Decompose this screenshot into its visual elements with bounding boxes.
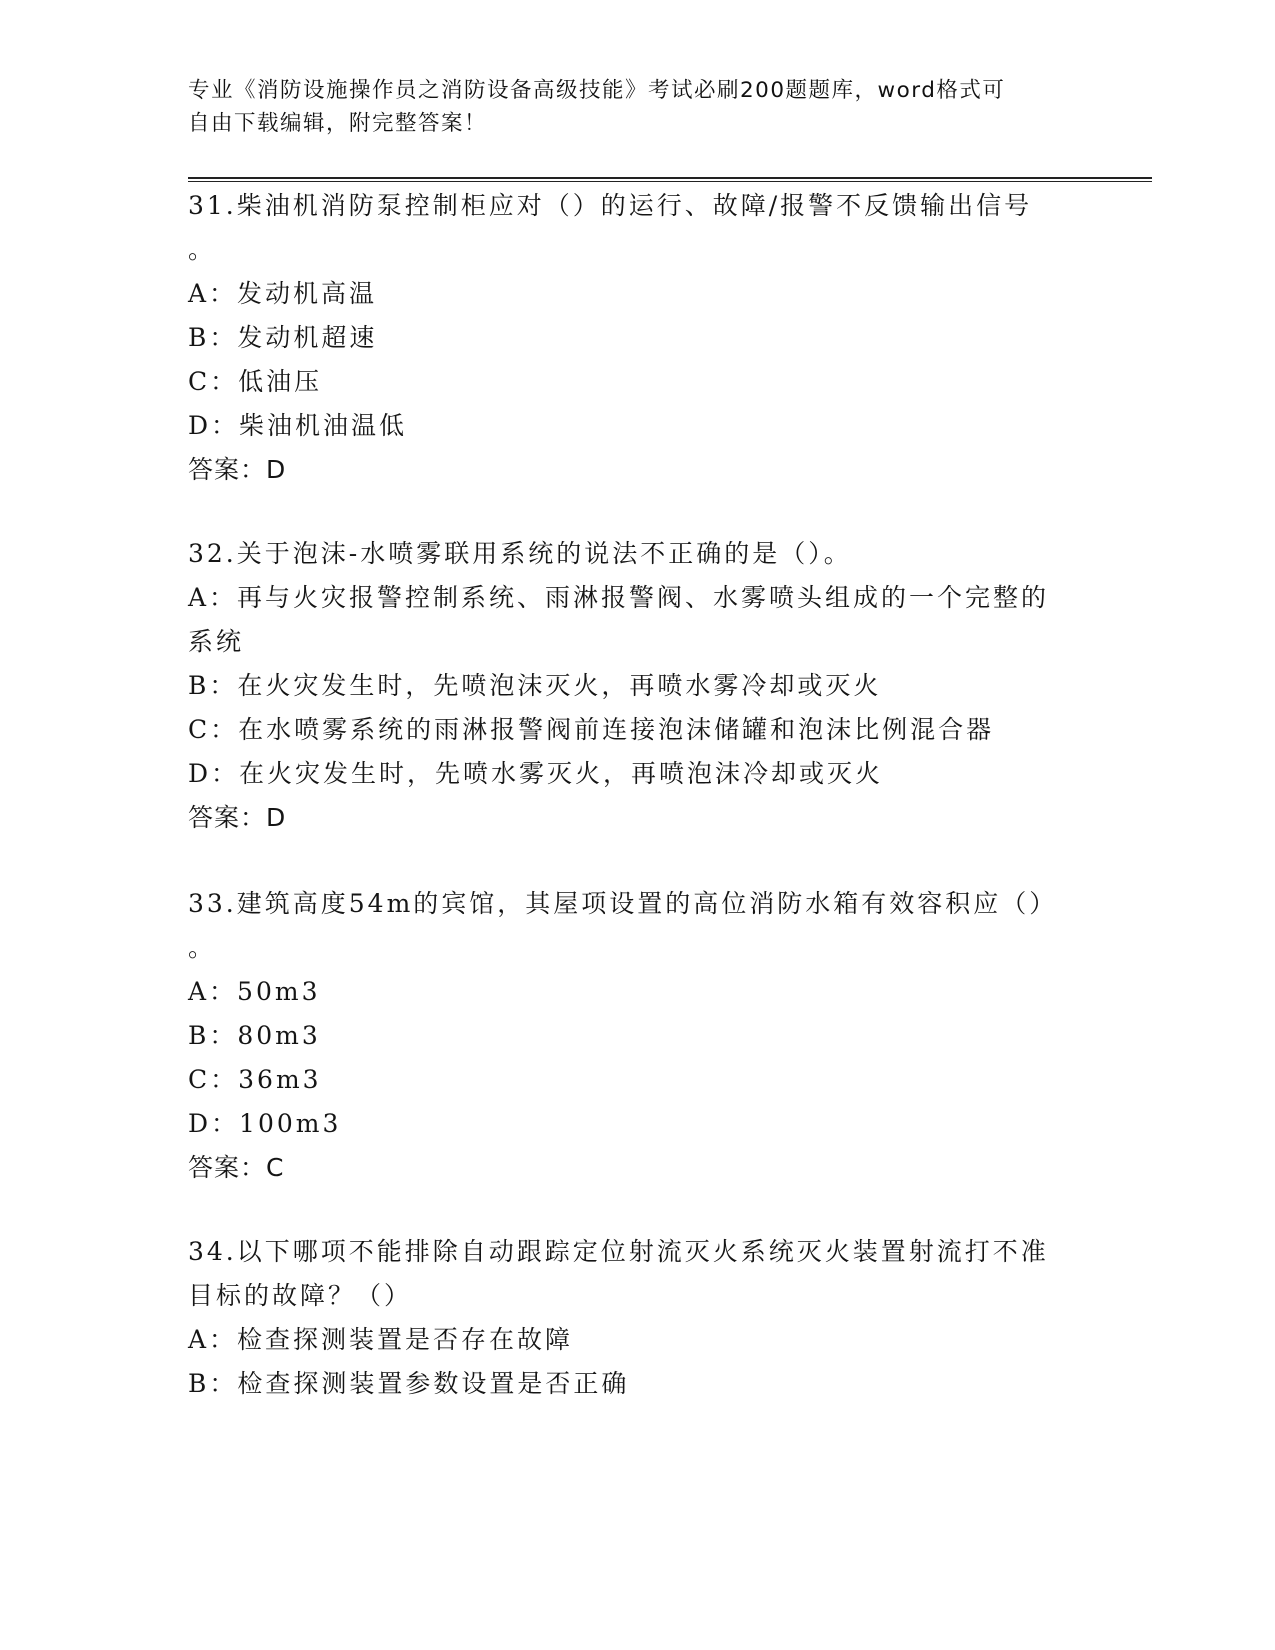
question-stem: 31.柴油机消防泵控制柜应对（）的运行、故障/报警不反馈输出信号 xyxy=(188,191,1033,220)
document-header xyxy=(188,74,1068,140)
answer: 答案：C xyxy=(188,1153,285,1182)
option-a: A：50m3 xyxy=(188,977,321,1006)
question-stem-continued: 。 xyxy=(188,933,217,962)
answer: 答案：D xyxy=(188,455,287,484)
question-stem: 33.建筑高度54m的宾馆，其屋项设置的高位消防水箱有效容积应（） xyxy=(188,889,1058,918)
option-a: A：再与火灾报警控制系统、雨淋报警阀、水雾喷头组成的一个完整的 xyxy=(188,583,1050,612)
question-stem: 32.关于泡沫-水喷雾联用系统的说法不正确的是（）。 xyxy=(188,539,852,568)
header-divider xyxy=(188,177,1152,182)
question-stem: 34.以下哪项不能排除自动跟踪定位射流灭火系统灭火装置射流打不准 xyxy=(188,1237,1049,1266)
option-a: A：检查探测装置是否存在故障 xyxy=(188,1325,574,1354)
question-stem-continued: 。 xyxy=(188,235,217,264)
option-b: B：发动机超速 xyxy=(188,323,378,352)
option-b: B：80m3 xyxy=(188,1021,321,1050)
header-line-1: 专业《消防设施操作员之消防设备高级技能》考试必刷200题题库，word格式可 xyxy=(188,78,1006,103)
header-line-2: 自由下载编辑，附完整答案！ xyxy=(188,111,488,136)
option-b: B：检查探测装置参数设置是否正确 xyxy=(188,1369,630,1398)
option-d: D：柴油机油温低 xyxy=(188,411,408,440)
option-b: B：在火灾发生时，先喷泡沫灭火，再喷水雾冷却或灭火 xyxy=(188,671,882,700)
option-a-continued: 系统 xyxy=(188,627,245,656)
option-a: A：发动机高温 xyxy=(188,279,378,308)
question-stem-continued: 目标的故障？（） xyxy=(188,1281,413,1310)
option-c: C：低油压 xyxy=(188,367,323,396)
option-d: D：在火灾发生时，先喷水雾灭火，再喷泡沫冷却或灭火 xyxy=(188,759,884,788)
option-c: C：36m3 xyxy=(188,1065,322,1094)
option-c: C：在水喷雾系统的雨淋报警阀前连接泡沫储罐和泡沫比例混合器 xyxy=(188,715,995,744)
answer: 答案：D xyxy=(188,803,287,832)
option-d: D：100m3 xyxy=(188,1109,342,1138)
